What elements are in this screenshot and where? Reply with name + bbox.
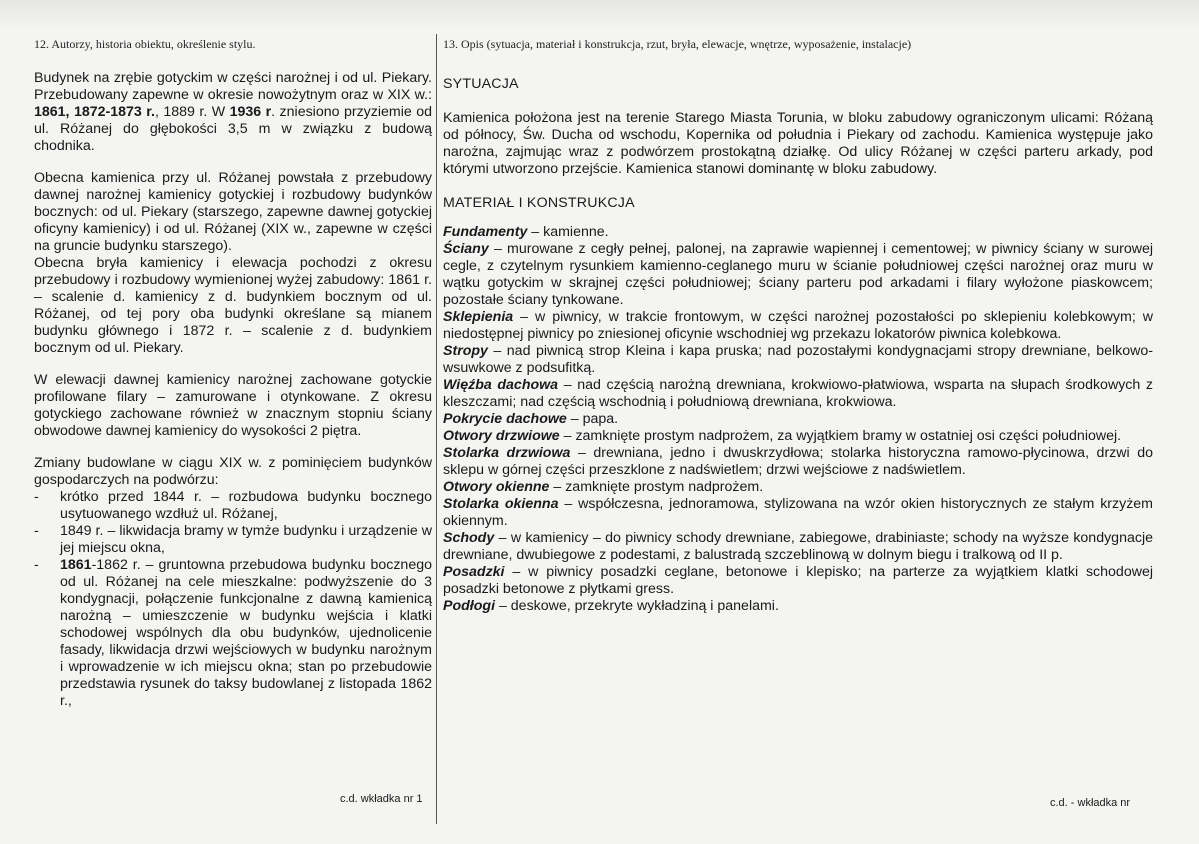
entry-pokrycie: Pokrycie dachowe – papa. (443, 411, 619, 427)
list-item (34, 523, 432, 557)
entry-otwory-okienne: Otwory okienne – zamknięte prostym nadprożem. (443, 479, 764, 495)
list-item-text: 1849 r. – likwidacja bramy w tymże budynku i urządzenie w jej miejscu okna, (60, 523, 432, 556)
history-paragraph-5: Zmiany budowlane w ciągu XIX w. z pominięciem budynków gospodarczych na podwórzu: (34, 455, 432, 488)
p1-bold-1936: 1936 r (229, 104, 272, 120)
list-dash: - (34, 523, 39, 539)
right-header: 13. Opis (sytuacja, materiał i konstrukcja, rzut, bryła, elewacje, wnętrze, wyposażenie, instalacje) (443, 37, 912, 51)
scan-edge (0, 0, 1199, 30)
material-entries (443, 224, 1153, 615)
list-item (34, 489, 432, 523)
list-item (34, 557, 432, 710)
p1-bold-dates: 1861, 1872-1873 r. (34, 104, 155, 120)
entry-stolarka-okienna: Stolarka okienna – współczesna, jednoramowa, stylizowana na wzór okien historycznych ze stałym krzyżem okiennym. (443, 496, 1153, 529)
list-item-bold: 1861 (60, 557, 92, 573)
section-title-situation: SYTUACJA (443, 76, 519, 92)
entry-otwory-drzwiowe: Otwory drzwiowe – zamknięte prostym nadprożem, za wyjątkiem bramy w ostatniej osi części południowej. (443, 428, 1122, 444)
entry-podlogi: Podłogi – deskowe, przekryte wykładziną i panelami. (443, 598, 779, 614)
list-item-text: -1862 r. – gruntowna przebudowa budynku bocznego od ul. Różanej na cele mieszkalne: podwyższenie do 3 kondygnacji, połączenie funkcjonalne z dawną kamienicą narożną – umieszczenie w budynku wejścia i klatki schodowej wspólnych dla obu budynków, ujednolicenie fasady, likwidacja drzwi wejściowych w budynku narożnym i wprowadzenie w ich miejscu okna; stan po przebudowie przedstawia rysunek do taksy budowlanej z listopada 1862 r., (60, 557, 432, 709)
history-paragraph-4: W elewacji dawnej kamienicy narożnej zachowane gotyckie profilowane filary – zamurowane i otynkowane. Z okresu gotyckiego zachowane również w znacznym stopniu ściany obwodowe dawnej kamienicy do wysokości 2 piętra. (34, 372, 432, 439)
p1-c: , 1889 r. W (154, 104, 230, 120)
left-header: 12. Autorzy, historia obiektu, określenie stylu. (34, 37, 256, 51)
right-footer: c.d. - wkładka nr (1050, 797, 1131, 809)
situation-text: Kamienica położona jest na terenie Starego Miasta Torunia, w bloku zabudowy ograniczonym ulicami: Różaną od północy, Św. Ducha od wschodu, Kopernika od południa i Piekary od zachodu. Kamienica występuje jako narożna, zajmując wraz z podwórzem prostokątną działkę. Od ulicy Różanej w części parteru arkady, pod którymi utworzono przejście. Kamienica stanowi dominantę w bloku zabudowy. (443, 110, 1153, 177)
entry-wiezba: Więźba dachowa – nad częścią narożną drewniana, krokwiowo-płatwiowa, wsparta na słupach środkowych z kleszczami; nad częścią wschodnią i południową drewniana, krokwiowa. (443, 377, 1153, 410)
entry-sklepienia: Sklepienia – w piwnicy, w trakcie frontowym, w części narożnej pozostałości po sklepieniu kolebkowym; w niedostępnej piwnicy po zniesionej oficynie wschodniej wg przekazu lokatorów piwnica kolebkowa. (443, 309, 1153, 342)
entry-sciany: Ściany – murowane z cegły pełnej, palonej, na zaprawie wapiennej i cementowej; w piwnicy ściany w surowej cegle, z czytelnym rysunkiem kamienno-ceglanego muru w ścianie południowej części narożnej oraz muru w wątku gotyckim w skrajnej części południowej; ściany parteru pod arkadami i filary wyłożone piaskowcem; pozostałe ściany tynkowane. (443, 241, 1153, 308)
list-dash: - (34, 489, 39, 505)
history-paragraph-3: Obecna bryła kamienicy i elewacja pochodzi z okresu przebudowy i rozbudowy wymienionej wyżej zabudowy: 1861 r. – scalenie d. kamienicy z d. budynkiem bocznym od ul. Różanej, od tej pory oba budynki określane są mianem budynku głównego i 1872 r. – scalenie z d. budynkiem bocznym od ul. Piekary. (34, 255, 432, 356)
list-item-text: krótko przed 1844 r. – rozbudowa budynku bocznego usytuowanego wzdłuż ul. Różanej, (60, 489, 432, 522)
list-dash: - (34, 557, 39, 573)
left-footer: c.d. wkładka nr 1 (340, 793, 423, 805)
entry-fundamenty: Fundamenty – kamienne. (443, 224, 609, 240)
column-divider (436, 34, 437, 824)
entry-schody: Schody – w kamienicy – do piwnicy schody drewniane, zabiegowe, drabiniaste; schody na wyższe kondygnacje drewniane, dwubiegowe z podestami, z balustradą szczeblinową w dolnym biegu i tralkową od II p. (443, 530, 1153, 563)
section-title-material: MATERIAŁ I KONSTRUKCJA (443, 195, 635, 211)
left-column (34, 37, 432, 710)
p1-d: . zniesiono przyziemie od ul. Różanej do głębokości 3,5 m w związku z budową chodnika. (34, 104, 433, 154)
entry-stolarka-drzwiowa: Stolarka drzwiowa – drewniana, jedno i dwuskrzydłowa; stolarka historyczna ramowo-płycinowa, drzwi do sklepu w górnej części przeszklone z nadświetlem; drzwi wejściowe z nadświetlem. (443, 445, 1154, 478)
entry-stropy: Stropy – nad piwnicą strop Kleina i kapa pruska; nad pozostałymi kondygnacjami stropy drewniane, belkowo-wsuwkowe z podsufitką. (443, 343, 1153, 376)
p1-a: Budynek na zrębie gotyckim w części narożnej i od ul. Piekary. Przebudowany zapewne w okresie nowożytnym oraz w XIX w.: (34, 70, 432, 103)
history-paragraph-2: Obecna kamienica przy ul. Różanej powstała z przebudowy dawnej narożnej kamienicy gotyckiej i rozbudowy budynków bocznych: od ul. Piekary (starszego, zapewne dawnej gotyckiej oficyny kamienicy) i od ul. Różanej (XIX w., zapewne w części na gruncie budynku starszego). (34, 170, 432, 254)
history-paragraph-1 (34, 70, 432, 155)
entry-posadzki: Posadzki – w piwnicy posadzki ceglane, betonowe i klepisko; na parterze za wyjątkiem klatki schodowej posadzki betonowe z płytkami gress. (443, 564, 1153, 597)
right-column (443, 37, 1153, 615)
